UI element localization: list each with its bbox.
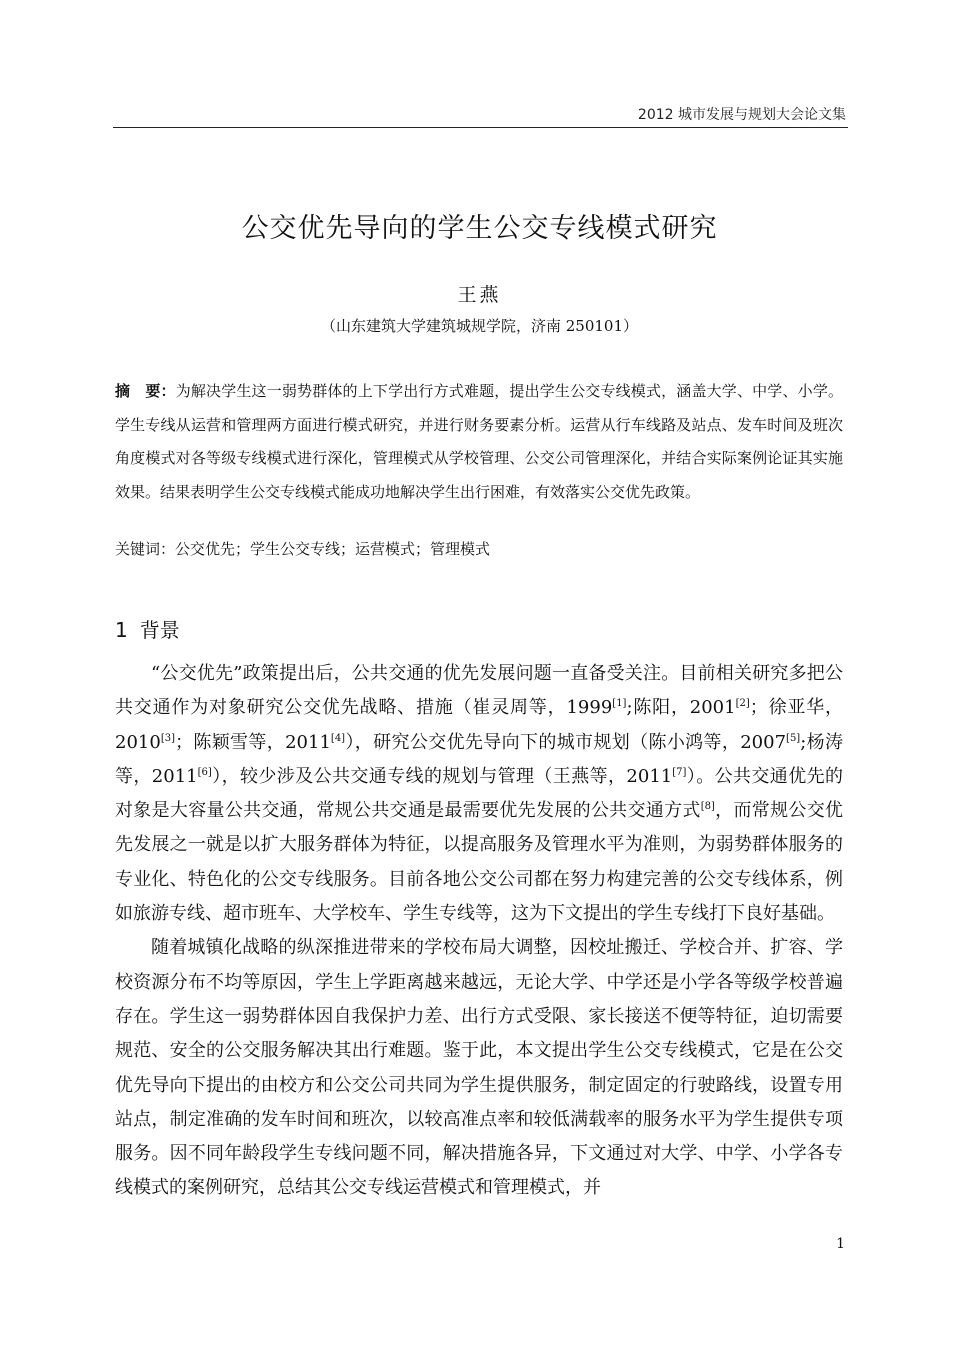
running-header: 2012 城市发展与规划大会论文集 [637, 107, 846, 123]
citation-ref: [5] [786, 732, 801, 744]
paragraph-text: ；徐亚华，2010 [115, 697, 844, 753]
body-paragraph: 随着城镇化战略的纵深推进带来的学校布局大调整，因校址搬迁、学校合并、扩容、学校资源分布不均等原因，学生上学距离越来越远，无论大学、中学还是小学各等级学校普遍存在。学生这一弱势群体因自我保护力差、出行方式受限、家长接送不便等特征，迫切需要规范、安全的公交服务解决其出行难题。鉴于此，本文提出学生公交专线模式，它是在公交优先导向下提出的由校方和公交公司共同为学生提供服务，制定固定的行驶路线，设置专用站点，制定准确的发车时间和班次，以较高准点率和较低满载率的服务水平为学生提供专项服务。因不同年龄段学生专线问题不同，解决措施各异，下文通过对大学、中学、小学各专线模式的案例研究，总结其公交专线运营模式和管理模式，并 [115, 937, 843, 1199]
citation-ref: [8] [700, 801, 715, 813]
paragraph-text: “公交优先”政策提出后，公共交通的优先发展问题一直备受关注。目前相关研究多把公共交通作为对象研究公交优先战略、措施（崔灵周等，1999 [115, 663, 843, 719]
section-title: 背景 [139, 618, 180, 642]
citation-ref: [7] [672, 766, 687, 778]
body-text [115, 657, 843, 1206]
paragraph-text: ），研究公交优先导向下的城市规划（陈小鸿等，2007 [345, 731, 787, 753]
author-affiliation: （山东建筑大学建筑城规学院，济南 250101） [320, 317, 639, 335]
section-number: 1 [115, 618, 128, 642]
keywords-text: 公交优先；学生公交专线；运营模式；管理模式 [175, 540, 491, 558]
paragraph-text: ;杨涛等，2011 [115, 731, 843, 787]
citation-ref: [2] [735, 698, 750, 710]
abstract-label: 摘 要： [115, 382, 176, 400]
author-name: 王燕 [457, 284, 502, 306]
citation-ref: [4] [330, 732, 346, 744]
paragraph-text: ;陈阳，2001 [626, 697, 736, 719]
citation-ref: [1] [612, 698, 627, 710]
citation-ref: [3] [160, 732, 175, 744]
page-number: 1 [836, 1236, 845, 1252]
header-rule [113, 127, 848, 128]
abstract [115, 375, 843, 509]
paragraph-text: ；陈颖雪等，2011 [174, 731, 331, 753]
keywords [115, 536, 843, 562]
paper-title: 公交优先导向的学生公交专线模式研究 [241, 213, 718, 244]
paragraph-text: ）。公共交通优先的对象是大容量公共交通，常规公共交通是最需要优先发展的公共交通方式 [115, 765, 844, 822]
paragraph-text: ），较少涉及公共交通专线的规划与管理（王燕等，2011 [211, 765, 673, 787]
paragraph-text: ，而常规公交优先发展之一就是以扩大服务群体为特征，以提高服务及管理水平为准则，为弱势群体服务的专业化、特色化的公交专线服务。目前各地公交公司都在努力构建完善的公交专线体系，例如旅游专线、超市班车、大学校车、学生专线等，这为下文提出的学生专线打下良好基础。 [115, 800, 843, 925]
abstract-text: 为解决学生这一弱势群体的上下学出行方式难题，提出学生公交专线模式，涵盖大学、中学、小学。学生专线从运营和管理两方面进行模式研究，并进行财务要素分析。运营从行车线路及站点、发车时间及班次角度模式对各等级专线模式进行深化，管理模式从学校管理、公交公司管理深化，并结合实际案例论证其实施效果。结果表明学生公交专线模式能成功地解决学生出行困难，有效落实公交优先政策。 [115, 382, 843, 501]
keywords-label: 关键词： [115, 540, 176, 558]
section-heading [115, 614, 180, 643]
body-paragraph [115, 657, 843, 931]
citation-ref: [6] [197, 766, 212, 778]
